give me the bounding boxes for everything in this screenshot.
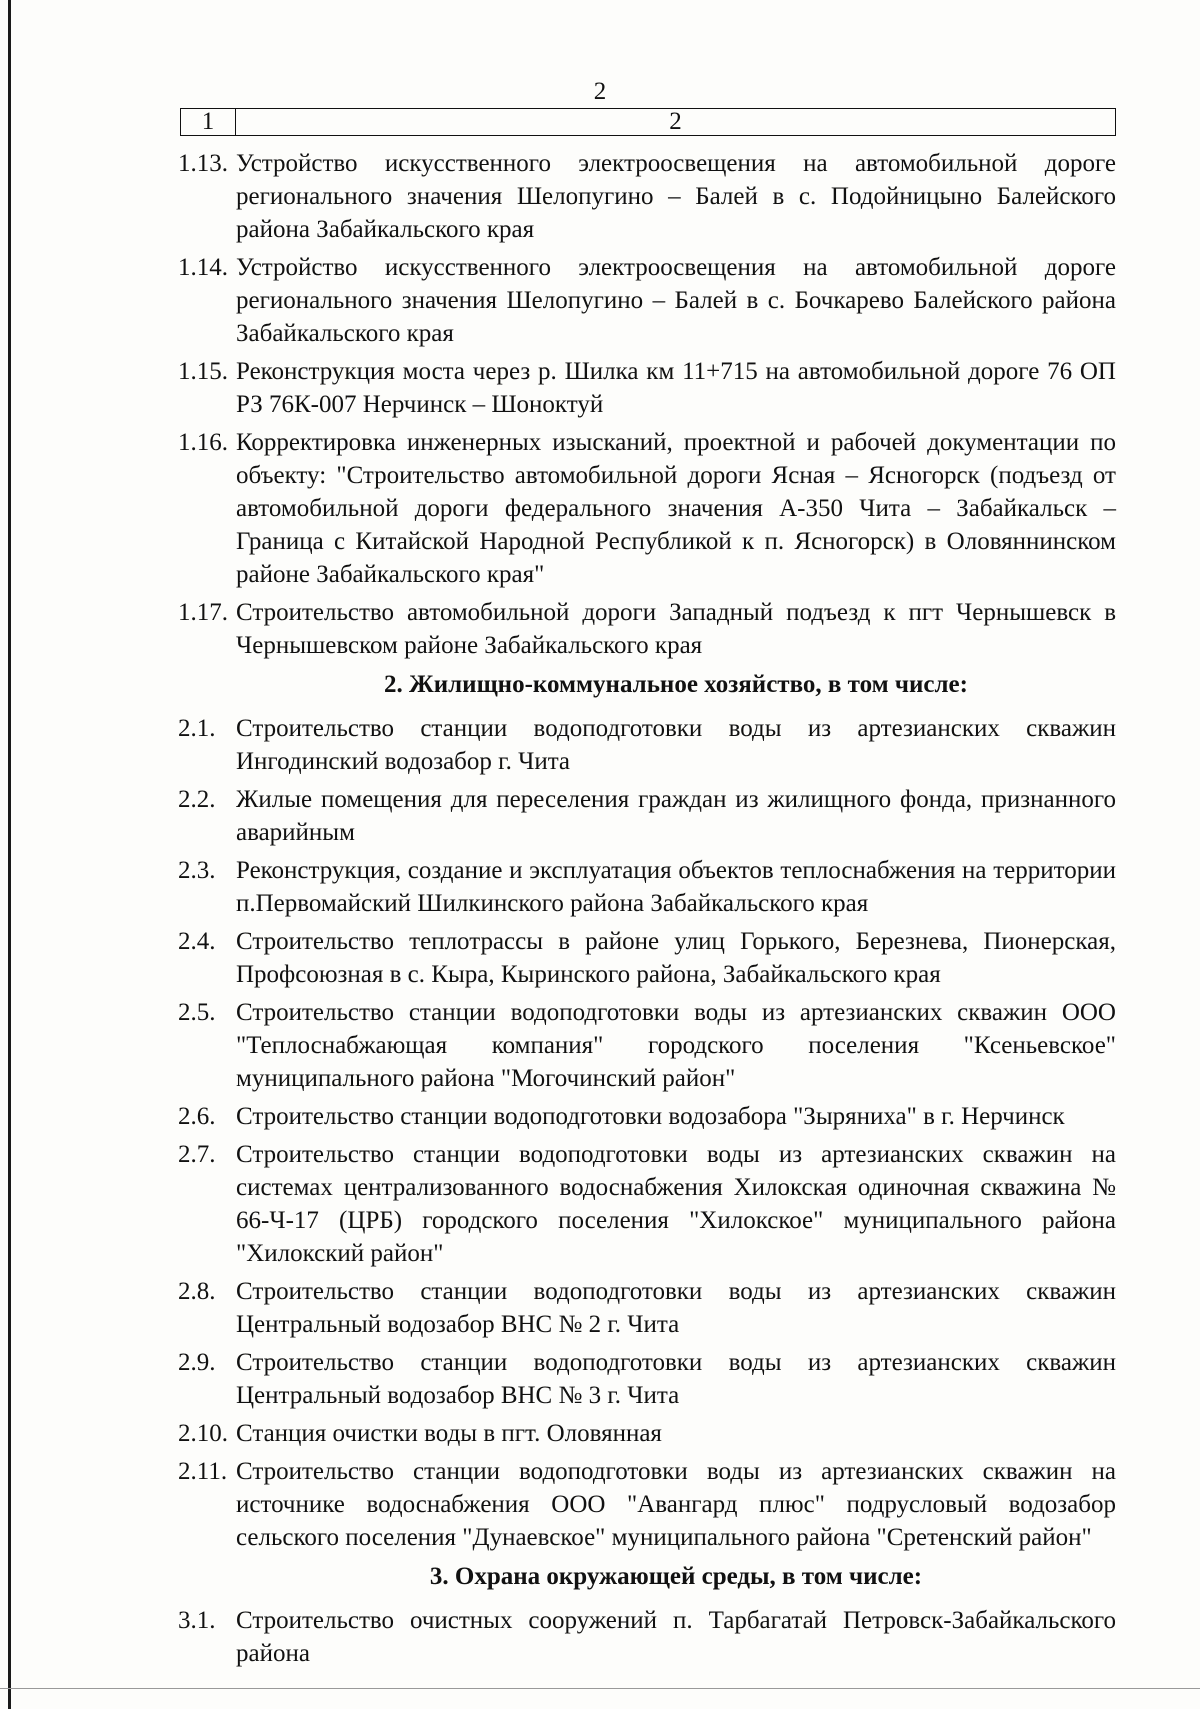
item-text: Жилые помещения для переселения граждан из жилищного фонда, признанного аварийным xyxy=(236,786,1116,846)
item-text: Строительство станции водоподготовки воды из артезианских скважин ООО "Теплоснабжающая компания" городского поселения "Ксеньевское" муниципального района "Могочинский район" xyxy=(236,999,1116,1092)
item-text: Устройство искусственного электроосвещения на автомобильной дороге регионального значения Шелопугино – Балей в с. Бочкарево Балейского района Забайкальского края xyxy=(236,254,1116,347)
list-item xyxy=(178,355,1116,421)
item-number: 1.13. xyxy=(178,150,228,177)
section-heading-environment: 3. Охрана окружающей среды, в том числе: xyxy=(429,1563,923,1590)
item-text: Реконструкция моста через р. Шилка км 11+715 на автомобильной дороге 76 ОП РЗ 76К-007 Нерчинск – Шоноктуй xyxy=(236,358,1116,418)
list-item xyxy=(178,251,1116,350)
list-item xyxy=(178,996,1116,1095)
item-number: 2.2. xyxy=(178,786,216,813)
list-item xyxy=(178,925,1116,991)
item-number: 3.1. xyxy=(178,1607,216,1634)
item-number: 1.17. xyxy=(178,599,228,626)
list-item xyxy=(178,1604,1116,1670)
item-text: Строительство станции водоподготовки воды из артезианских скважин Центральный водозабор ВНС № 2 г. Чита xyxy=(236,1278,1116,1338)
item-text: Устройство искусственного электроосвещения на автомобильной дороге регионального значения Шелопугино – Балей в с. Подойницыно Балейского района Забайкальского края xyxy=(236,150,1116,243)
item-number: 2.8. xyxy=(178,1278,216,1305)
item-text: Строительство станции водоподготовки воды из артезианских скважин на системах централизованного водоснабжения Хилокская одиночная скважина № 66-Ч-17 (ЦРБ) городского поселения "Хилокское" муниципального района "Хилокский район" xyxy=(236,1141,1116,1267)
section1-list xyxy=(178,147,1116,662)
list-item xyxy=(178,1455,1116,1554)
list-item xyxy=(178,1100,1116,1133)
list-item xyxy=(178,712,1116,778)
item-text: Реконструкция, создание и эксплуатация объектов теплоснабжения на территории п.Первомайский Шилкинского района Забайкальского края xyxy=(236,857,1116,917)
item-text: Строительство станции водоподготовки воды из артезианских скважин Центральный водозабор ВНС № 3 г. Чита xyxy=(236,1349,1116,1409)
item-number: 2.9. xyxy=(178,1349,216,1376)
item-number: 1.14. xyxy=(178,254,228,281)
list-item xyxy=(178,1346,1116,1412)
section2-list xyxy=(178,712,1116,1554)
section3-list xyxy=(178,1604,1116,1670)
scan-bottom-edge xyxy=(0,1688,1200,1689)
list-item xyxy=(178,1275,1116,1341)
list-item xyxy=(178,147,1116,246)
item-number: 2.1. xyxy=(178,715,216,742)
list-item xyxy=(178,1138,1116,1270)
item-text: Строительство теплотрассы в районе улиц Горького, Березнева, Пионерская, Профсоюзная в с. Кыра, Кыринского района, Забайкальского края xyxy=(236,928,1116,988)
item-number: 2.7. xyxy=(178,1141,216,1168)
list-item xyxy=(178,596,1116,662)
table-header-col1: 1 xyxy=(181,109,236,135)
item-number: 2.4. xyxy=(178,928,216,955)
item-text: Корректировка инженерных изысканий, проектной и рабочей документации по объекту: "Строительство автомобильной дороги Ясная – Ясногорск (подъезд от автомобильной дороги федерального значения А-350 Чита – Забайкальск – Граница с Китайской Народной Республикой к п. Ясногорск) в Оловяннинском районе Забайкальского края" xyxy=(236,429,1116,588)
scan-left-edge xyxy=(8,0,11,1709)
list-item xyxy=(178,426,1116,591)
document-body xyxy=(178,147,1116,1675)
table-header-row xyxy=(180,108,1116,136)
item-text: Строительство станции водоподготовки водозабора "Зыряниха" в г. Нерчинск xyxy=(236,1103,1065,1130)
item-number: 2.11. xyxy=(178,1458,228,1485)
list-item xyxy=(178,783,1116,849)
item-text: Строительство автомобильной дороги Западный подъезд к пгт Чернышевск в Чернышевском районе Забайкальского края xyxy=(236,599,1116,659)
item-number: 2.6. xyxy=(178,1103,216,1130)
list-item xyxy=(178,854,1116,920)
section-heading-housing: 2. Жилищно-коммунальное хозяйство, в том числе: xyxy=(384,671,968,698)
item-number: 1.16. xyxy=(178,429,228,456)
item-number: 2.10. xyxy=(178,1420,228,1447)
table-header-col2: 2 xyxy=(669,108,682,135)
item-number: 2.3. xyxy=(178,857,216,884)
page-number: 2 xyxy=(593,78,607,105)
item-text: Строительство станции водоподготовки воды из артезианских скважин Ингодинский водозабор г. Чита xyxy=(236,715,1116,775)
item-number: 1.15. xyxy=(178,358,228,385)
item-text: Строительство станции водоподготовки воды из артезианских скважин на источнике водоснабжения ООО "Авангард плюс" подрусловый водозабор сельского поселения "Дунаевское" муниципального района "Сретенский район" xyxy=(236,1458,1116,1551)
item-text: Станция очистки воды в пгт. Оловянная xyxy=(236,1420,662,1447)
item-text: Строительство очистных сооружений п. Тарбагатай Петровск-Забайкальского района xyxy=(236,1607,1116,1667)
list-item xyxy=(178,1417,1116,1450)
item-number: 2.5. xyxy=(178,999,216,1026)
